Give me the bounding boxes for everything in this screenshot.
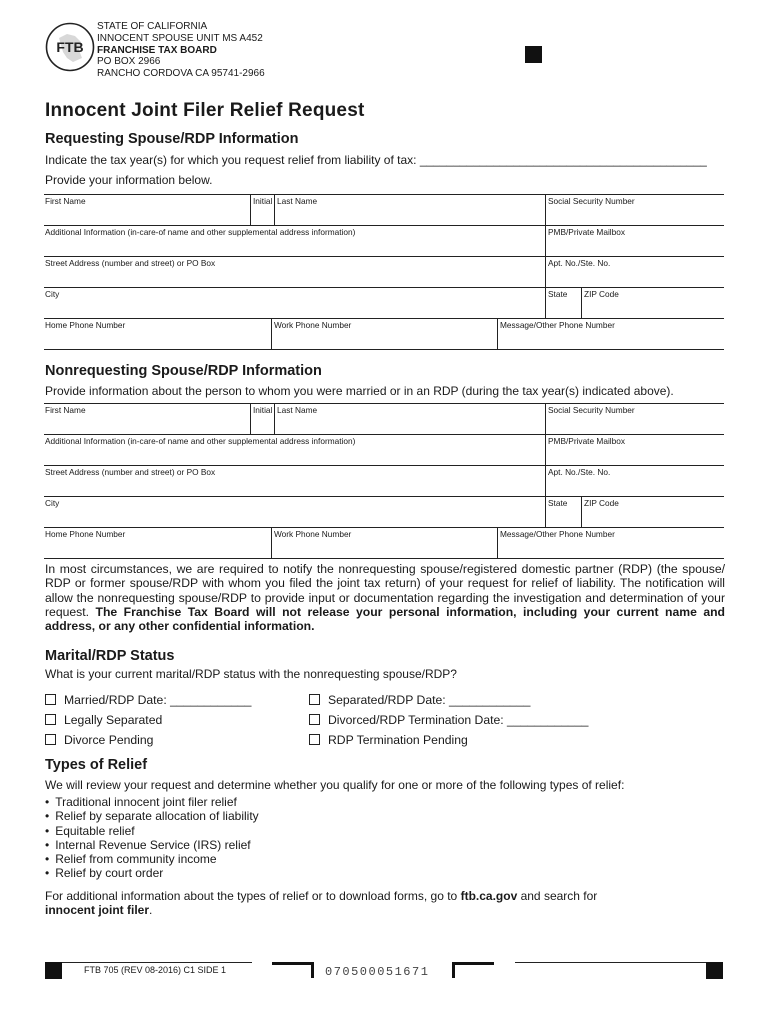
initial-field[interactable]: Initial <box>250 195 274 225</box>
relief-heading: Types of Relief <box>45 757 148 773</box>
ftb-logo <box>45 22 95 72</box>
requesting-instruction: Provide your information below. <box>45 173 213 187</box>
list-item: • Traditional innocent joint filer relief <box>45 795 259 809</box>
first-name-field[interactable]: First Name <box>45 196 86 206</box>
notification-notice <box>45 562 725 633</box>
marital-question: What is your current marital/RDP status with the nonrequesting spouse/RDP? <box>45 667 457 681</box>
list-item: • Equitable relief <box>45 824 259 838</box>
corner-mark <box>525 46 542 63</box>
requesting-heading: Requesting Spouse/RDP Information <box>45 131 299 147</box>
nonrequesting-info-table <box>44 403 724 559</box>
checkbox-icon[interactable] <box>309 734 320 745</box>
zip-field[interactable]: ZIP Code <box>581 497 724 527</box>
address-line: INNOCENT SPOUSE UNIT MS A452 <box>97 32 263 44</box>
address-line: RANCHO CORDOVA CA 95741-2966 <box>97 68 265 80</box>
apt-field[interactable]: Apt. No./Ste. No. <box>545 257 724 287</box>
form-title: Innocent Joint Filer Relief Request <box>45 100 365 121</box>
requesting-info-table <box>44 194 724 350</box>
city-field[interactable]: City <box>45 289 60 299</box>
checkbox-rdp-termination-pending[interactable]: RDP Termination Pending <box>309 733 468 747</box>
work-phone-field[interactable]: Work Phone Number <box>271 319 497 349</box>
checkbox-icon[interactable] <box>309 694 320 705</box>
list-item: • Internal Revenue Service (IRS) relief <box>45 838 259 852</box>
barcode-bracket-right <box>452 962 494 978</box>
additional-info-field[interactable]: Additional Information (in-care-of name and other supplemental address information) <box>45 436 356 446</box>
notice-text: In most circumstances, we are required to notify the nonrequesting spouse/registered domestic partner (RDP) (the spouse/ RDP or former spouse/RDP with whom you filed the joint tax return) of your request for relief of liability. The notification will allow the nonrequesting spouse/RDP to provide input or documentation regarding the investigation and determination of your request. <box>45 562 725 619</box>
city-field[interactable]: City <box>45 498 60 508</box>
apt-field[interactable]: Apt. No./Ste. No. <box>545 466 724 496</box>
checkbox-married[interactable]: Married/RDP Date: ____________ <box>45 693 251 707</box>
checkbox-divorced[interactable]: Divorced/RDP Termination Date: ____________ <box>309 713 588 727</box>
ssn-field[interactable]: Social Security Number <box>545 404 724 434</box>
ftb-link[interactable]: ftb.ca.gov <box>460 889 518 903</box>
agency-address <box>97 21 265 80</box>
barcode-number: 070500051671 <box>325 965 430 979</box>
ssn-field[interactable]: Social Security Number <box>545 195 724 225</box>
notice-bold-text: The Franchise Tax Board will not release your personal information, including your current name and address, or any other confidential information. <box>45 604 725 634</box>
checkbox-divorce-pending[interactable]: Divorce Pending <box>45 733 153 747</box>
relief-intro: We will review your request and determine whether you qualify for one or more of the following types of relief: <box>45 778 625 792</box>
form-id: FTB 705 (REV 08-2016) C1 SIDE 1 <box>84 965 227 975</box>
list-item: • Relief by court order <box>45 866 259 880</box>
home-phone-field[interactable]: Home Phone Number <box>45 529 126 539</box>
initial-field[interactable]: Initial <box>250 404 274 434</box>
street-field[interactable]: Street Address (number and street) or PO Box <box>45 258 216 268</box>
relief-list <box>45 795 259 881</box>
barcode-bracket-left <box>272 962 314 978</box>
pmb-field[interactable]: PMB/Private Mailbox <box>545 435 724 465</box>
work-phone-field[interactable]: Work Phone Number <box>271 528 497 558</box>
list-item: • Relief from community income <box>45 852 259 866</box>
state-field[interactable]: State <box>545 497 581 527</box>
home-phone-field[interactable]: Home Phone Number <box>45 320 126 330</box>
footer-rule-right <box>515 962 706 963</box>
address-line: FRANCHISE TAX BOARD <box>97 44 217 56</box>
footer-corner-mark-right <box>706 962 723 979</box>
list-item: • Relief by separate allocation of liability <box>45 809 259 823</box>
additional-info-field[interactable]: Additional Information (in-care-of name and other supplemental address information) <box>45 227 356 237</box>
checkbox-legally-separated[interactable]: Legally Separated <box>45 713 162 727</box>
state-field[interactable]: State <box>545 288 581 318</box>
checkbox-icon[interactable] <box>45 694 56 705</box>
footer-rule-left <box>62 962 252 963</box>
last-name-field[interactable]: Last Name <box>274 195 545 225</box>
search-term: innocent joint filer <box>45 903 149 917</box>
message-phone-field[interactable]: Message/Other Phone Number <box>497 528 724 558</box>
street-field[interactable]: Street Address (number and street) or PO Box <box>45 467 216 477</box>
message-phone-field[interactable]: Message/Other Phone Number <box>497 319 724 349</box>
address-line: STATE OF CALIFORNIA <box>97 21 208 32</box>
more-info-text: For additional information about the types of relief or to download forms, go to ftb.ca.gov and search for innocent joint filer. <box>45 889 598 917</box>
first-name-field[interactable]: First Name <box>45 405 86 415</box>
tax-year-prompt: Indicate the tax year(s) for which you request relief from liability of tax: ___________________________________________ <box>45 153 707 167</box>
logo-text: FTB <box>56 39 84 55</box>
nonrequesting-heading: Nonrequesting Spouse/RDP Information <box>45 363 322 379</box>
footer-corner-mark-left <box>45 962 62 979</box>
checkbox-icon[interactable] <box>309 714 320 725</box>
pmb-field[interactable]: PMB/Private Mailbox <box>545 226 724 256</box>
address-line: PO BOX 2966 <box>97 56 161 68</box>
checkbox-icon[interactable] <box>45 714 56 725</box>
marital-heading: Marital/RDP Status <box>45 648 175 664</box>
last-name-field[interactable]: Last Name <box>274 404 545 434</box>
checkbox-icon[interactable] <box>45 734 56 745</box>
checkbox-separated[interactable]: Separated/RDP Date: ____________ <box>309 693 530 707</box>
nonrequesting-instruction: Provide information about the person to whom you were married or in an RDP (during the tax year(s) indicated above). <box>45 384 674 398</box>
zip-field[interactable]: ZIP Code <box>581 288 724 318</box>
